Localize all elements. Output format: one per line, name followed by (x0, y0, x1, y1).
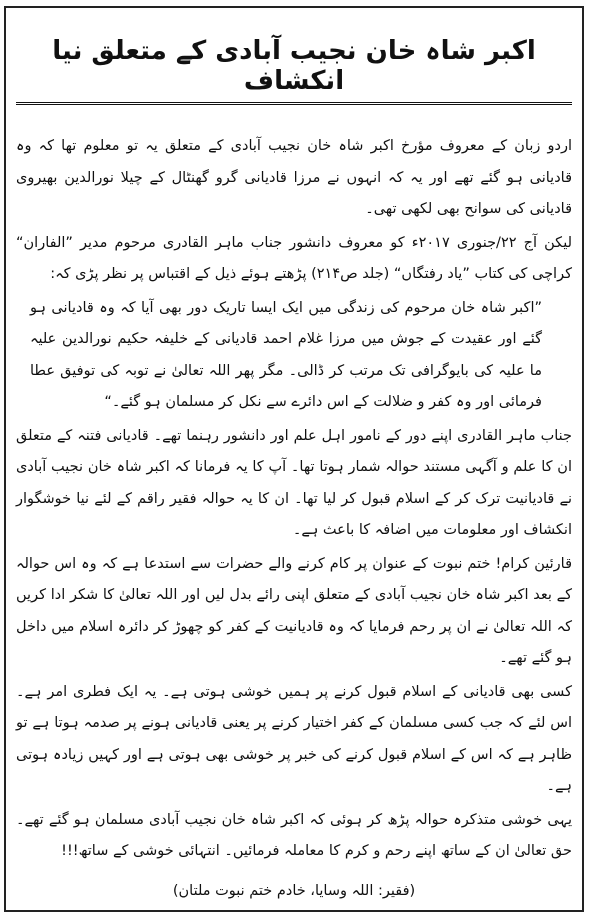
paragraph-intro: اردو زبان کے معروف مؤرخ اکبر شاہ خان نجیب آبادی کے متعلق یہ تو معلوم تھا کہ وہ قادیانی ہو گئے تھے اور یہ کہ انہوں نے مرزا قادیانی گرو گھنٹال کے چیلا نورالدین بھیروی قادیانی کی سوانح بھی لکھی تھی۔ (16, 138, 572, 217)
paragraph-closing: یہی خوشی متذکرہ حوالہ پڑھ کر ہوئی کہ اکبر شاہ خان نجیب آبادی مسلمان ہو گئے تھے۔ حق تعالیٰ ان کے ساتھ اپنے رحم و کرم کا معاملہ فرمائیں۔ انتہائی خوشی کے ساتھ!!! (16, 811, 572, 859)
article-frame (4, 6, 584, 912)
paragraph-appeal: قارئین کرام! ختم نبوت کے عنوان پر کام کرنے والے حضرات سے استدعا ہے کہ وہ اس حوالہ کے بعد اکبر شاہ خان نجیب آبادی کے متعلق اپنی رائے بدل لیں اور اللہ تعالیٰ کا شکر ادا کریں کہ اللہ تعالیٰ نے ان پر رحم فرمایا کہ وہ قادیانیت کے کفر کو چھوڑ کر دائرہ اسلام میں داخل ہو گئے تھے۔ (16, 555, 572, 666)
paragraph-reflection: کسی بھی قادیانی کے اسلام قبول کرنے پر ہمیں خوشی ہوتی ہے۔ یہ ایک فطری امر ہے۔ اس لئے کہ جب کسی مسلمان کے کفر اختیار کرنے پر یعنی قادیانی ہونے پر صدمہ ہوتا ہے تو ظاہر ہے کہ اس کے اسلام قبول کرنے کی خبر پر خوشی بھی ہوتی ہے اور کہیں زیادہ ہوتی ہے۔ (16, 683, 572, 794)
article-body (16, 131, 572, 907)
paragraph-quote: ”اکبر شاہ خان مرحوم کی زندگی میں ایک ایسا تاریک دور بھی آیا کہ وہ قادیانی ہو گئے اور عقیدت کے جوش میں مرزا غلام احمد قادیانی کے خلیفہ حکیم نورالدین علیہ ما علیہ کی بایوگرافی تک مرتب کر ڈالی۔ مگر پھر اللہ تعالیٰ نے توبہ کی توفیق عطا فرمائی اور وہ کفر و ضلالت کے اس دائرے سے نکل کر مسلمان ہو گئے۔“ (30, 299, 542, 410)
signature: (فقیر: اللہ وسایا، خادم ختم نبوت ملتان) (172, 882, 416, 899)
title-wrapper (16, 36, 572, 105)
article-title: اکبر شاہ خان نجیب آبادی کے متعلق نیا انکشاف (16, 36, 572, 105)
paragraph-commentary: جناب ماہر القادری اپنے دور کے نامور اہل علم اور دانشور رہنما تھے۔ قادیانی فتنہ کے متعلق ان کا علم و آگہی مستند حوالہ شمار ہوتا تھا۔ آپ کا یہ فرمانا کہ اکبر شاہ خان نجیب آبادی نے قادیانیت ترک کر کے اسلام قبول کر لیا تھا۔ ان کا یہ حوالہ فقیر راقم کے لئے نیا خوشگوار انکشاف اور معلومات میں اضافہ کا باعث ہے۔ (16, 427, 572, 538)
article-content (16, 18, 572, 900)
paragraph-source: لیکن آج ۲۲/جنوری ۲۰۱۷ء کو معروف دانشور جناب ماہر القادری مرحوم مدیر ”الفاران“ کراچی کی کتاب ”یاد رفتگاں“ (جلد ص۲۱۴) پڑھتے ہوئے ذیل کے اقتباس پر نظر پڑی کہ: (16, 234, 572, 282)
